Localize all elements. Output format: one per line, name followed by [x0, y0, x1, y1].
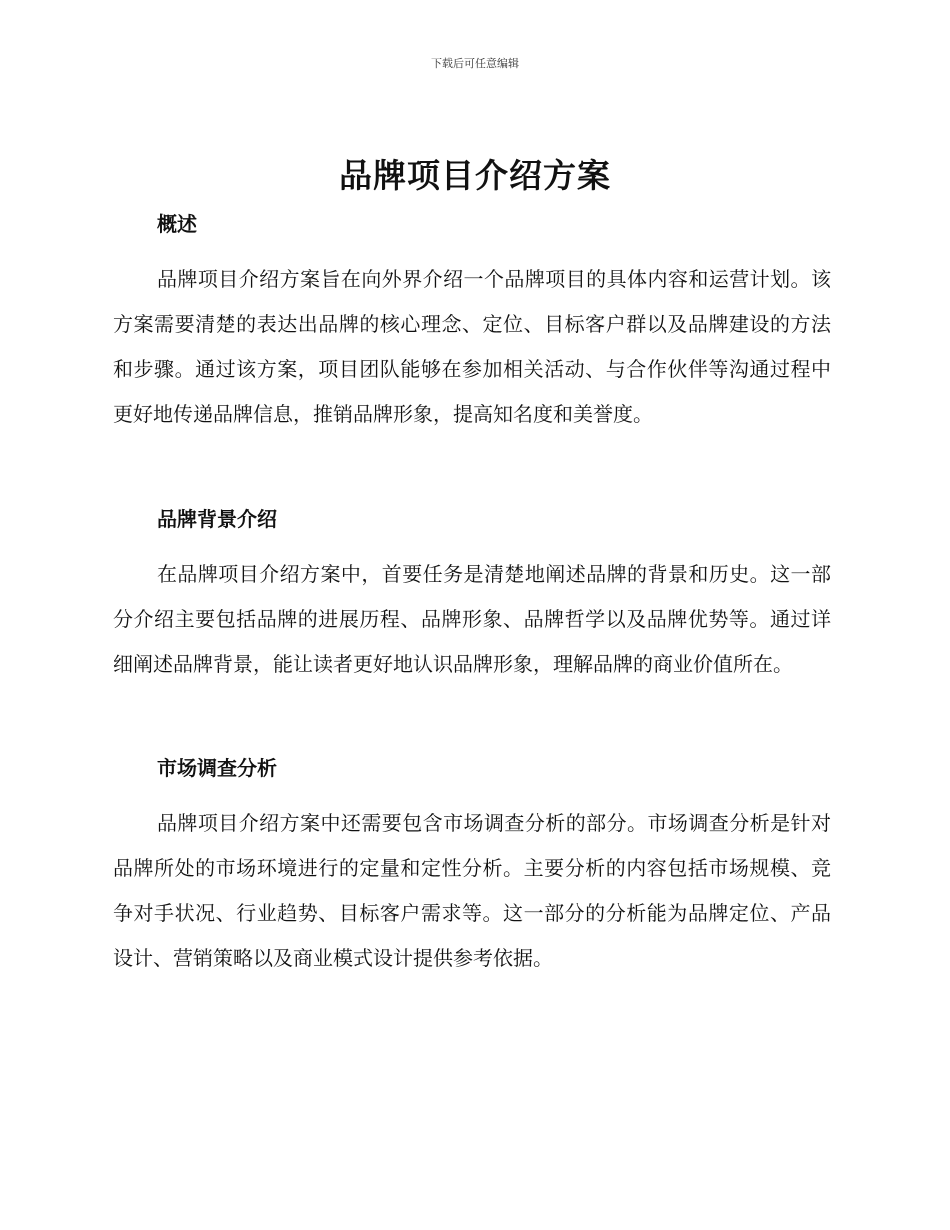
section-body-overview: 品牌项目介绍方案旨在向外界介绍一个品牌项目的具体内容和运营计划。该方案需要清楚的表达出品牌的核心理念、定位、目标客户群以及品牌建设的方法和步骤。通过该方案，项目团队能够在参加相关活动、与合作伙伴等沟通过程中更好地传递品牌信息，推销品牌形象，提高知名度和美誉度。: [113, 267, 831, 426]
section-heading-brand-background: 品牌背景介绍: [157, 507, 277, 531]
header-note: 下载后可任意编辑: [431, 57, 519, 70]
document-title: 品牌项目介绍方案: [339, 156, 611, 195]
section-body-brand-background: 在品牌项目介绍方案中，首要任务是清楚地阐述品牌的背景和历史。这一部分介绍主要包括品牌的进展历程、品牌形象、品牌哲学以及品牌优势等。通过详细阐述品牌背景，能让读者更好地认识品牌形象，理解品牌的商业价值所在。: [113, 562, 831, 676]
section-heading-overview: 概述: [157, 212, 197, 236]
section-heading-market-research: 市场调查分析: [157, 756, 277, 780]
section-body-market-research: 品牌项目介绍方案中还需要包含市场调查分析的部分。市场调查分析是针对品牌所处的市场环境进行的定量和定性分析。主要分析的内容包括市场规模、竞争对手状况、行业趋势、目标客户需求等。这一部分的分析能为品牌定位、产品设计、营销策略以及商业模式设计提供参考依据。: [113, 811, 831, 970]
